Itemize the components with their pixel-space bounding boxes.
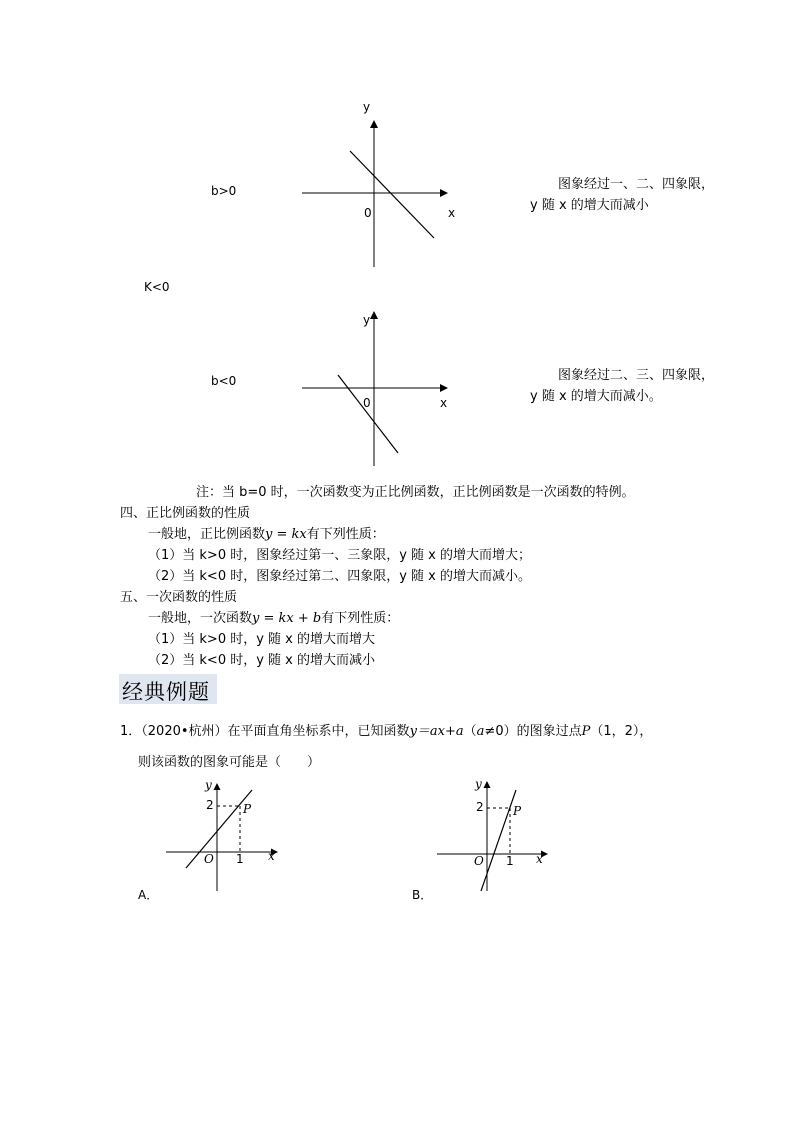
section4-intro-prefix: 一般地，正比例函数 [148,527,266,542]
question1-source: （2020•杭州） [141,724,228,739]
question1-line2: 则该函数的图象可能是（ ） [138,755,321,770]
graph1-x-label: x [448,206,456,220]
optionB-tick-x: 1 [506,854,514,868]
section5-heading: 五、一次函数的性质 [120,590,238,605]
graph1-condition: b>0 [211,184,237,198]
section4-intro-suffix: 有下列性质： [306,527,385,542]
graph2-x-label: x [440,396,448,410]
section5-intro-prefix: 一般地，一次函数 [148,611,253,626]
optionA-origin-label: O [204,852,214,866]
graph2-origin-label: 0 [363,396,371,410]
optionB-tick-y: 2 [476,800,484,814]
question1-text-c: ≠0）的图象过点 [484,724,582,739]
optionA-point-label: P [243,802,252,816]
optionB-line [481,790,516,891]
section4-item1: （1）当 k>0 时，图象经过第一、三象限，y 随 x 的增大而增大； [148,548,532,563]
optionA-x-label: x [268,849,275,863]
graph1-origin-label: 0 [364,206,372,220]
optionB-y-label: y [475,777,482,791]
question1-cond-var: a [476,724,485,739]
question1-number: 1． [120,724,142,739]
section4-heading: 四、正比例函数的性质 [120,506,251,521]
optionB-label: B． [412,888,433,902]
graph2-description-line1: 图象经过二、三、四象限， [558,368,715,383]
section5-item2: （2）当 k<0 时，y 随 x 的增大而减小 [148,653,376,668]
graph1-description-line2: y 随 x 的增大而减小 [530,198,649,213]
optionA-label: A． [138,888,159,902]
question1-text-b: （ [463,724,477,739]
section5-intro-suffix: 有下列性质： [321,611,400,626]
question1-coords: （1，2）， [590,724,653,739]
optionB-x-label: x [536,852,543,866]
optionA-y-label: y [205,778,212,792]
question1-formula: y＝ax+a [409,724,464,739]
section5-formula: y = kx + b [252,611,322,626]
section5-item1: （1）当 k>0 时，y 随 x 的增大而增大 [148,632,376,647]
optionB-origin-label: O [474,854,484,868]
graph1-y-label: y [363,100,371,114]
examples-title: 经典例题 [122,680,210,704]
optionB-point-label: P [513,804,522,818]
optionA-tick-y: 2 [206,798,214,812]
question1-point: P [581,724,591,739]
graph2-condition: b<0 [211,374,237,388]
question1-text-a: 在平面直角坐标系中，已知函数 [227,724,410,739]
graph1-description-line1: 图象经过一、二、四象限， [558,177,715,192]
graph2-y-label: y [363,313,371,327]
section4-item2: （2）当 k<0 时，图象经过第二、四象限，y 随 x 的增大而减小。 [148,569,532,584]
graph2-description-line2: y 随 x 的增大而减小。 [530,389,662,404]
note-text: 注：当 b=0 时，一次函数变为正比例函数，正比例函数是一次函数的特例。 [196,485,635,500]
optionA-tick-x: 1 [236,852,244,866]
section4-formula: y = kx [265,527,307,542]
k-condition: K<0 [144,280,170,294]
